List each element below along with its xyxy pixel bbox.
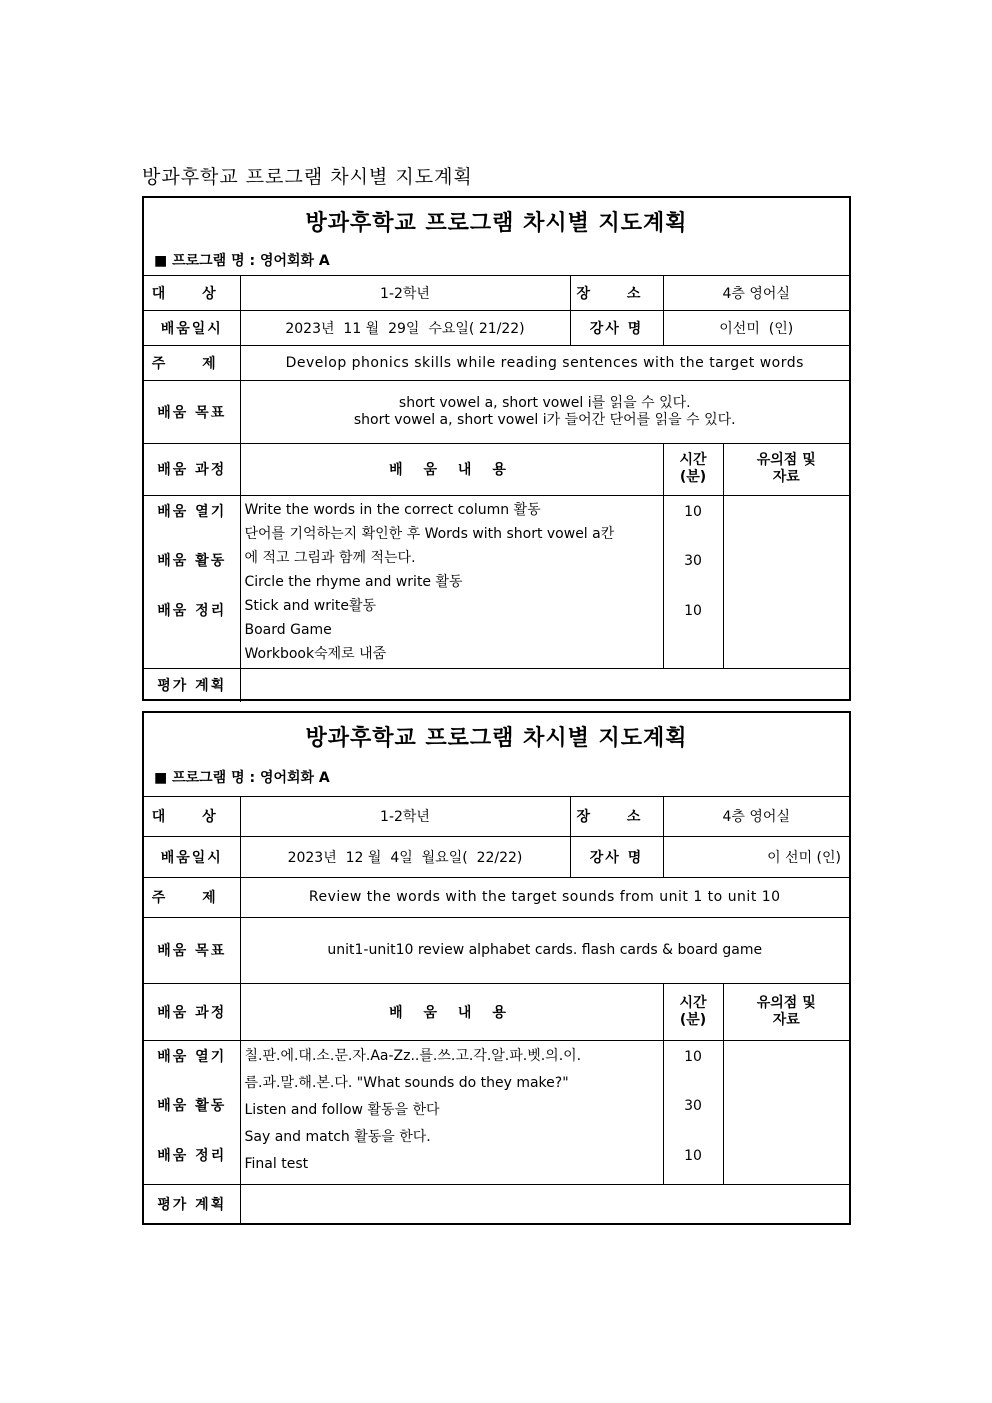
notes-cell xyxy=(723,495,849,668)
eval-value xyxy=(240,668,849,702)
teacher-value: 이선미 (인) xyxy=(663,310,849,345)
stage-list xyxy=(144,495,240,668)
stage-list xyxy=(144,1040,240,1184)
teacher-value: 이 선미 (인) xyxy=(663,836,849,877)
eval-value xyxy=(240,1184,849,1223)
target-value: 1-2학년 xyxy=(240,275,570,310)
stage-opening: 배움 열기 xyxy=(157,1048,227,1065)
goal-label: 배움 목표 xyxy=(144,380,240,443)
date-value: 2023년 11 월 29일 수요일( 21/22) xyxy=(240,310,570,345)
goal-value xyxy=(240,380,849,443)
content-line: 에 적고 그림과 함께 적는다. xyxy=(244,549,416,566)
content-line: Write the words in the correct column 활동 xyxy=(244,501,541,518)
time-opening: 10 xyxy=(684,1048,702,1065)
content-line: Circle the rhyme and write 활동 xyxy=(244,573,463,590)
topic-label: 주 제 xyxy=(144,877,240,917)
eval-label: 평가 계획 xyxy=(144,668,240,702)
content-line: Say and match 활동을 한다. xyxy=(244,1128,431,1145)
process-label: 배움 과정 xyxy=(144,983,240,1040)
stage-closing: 배움 정리 xyxy=(157,602,227,619)
lesson-plan-1 xyxy=(142,196,851,701)
content-label: 배 움 내 용 xyxy=(240,983,663,1040)
stage-opening: 배움 열기 xyxy=(157,503,227,520)
note-label: 유의점 및 자료 xyxy=(723,443,849,495)
goal-line: unit1-unit10 review alphabet cards. flash cards & board game xyxy=(327,941,763,958)
topic-value: Review the words with the target sounds from unit 1 to unit 10 xyxy=(240,877,849,917)
time-opening: 10 xyxy=(684,503,702,520)
stage-activity: 배움 활동 xyxy=(157,1097,227,1114)
stage-closing: 배움 정리 xyxy=(157,1147,227,1164)
time-activity: 30 xyxy=(684,1097,702,1114)
content-line: 칠.판.에.대.소.문.자.Aa-Zz..를.쓰.고.각.알.파.벳.의.이. xyxy=(244,1047,582,1064)
target-value: 1-2학년 xyxy=(240,796,570,836)
plan-title: 방과후학교 프로그램 차시별 지도계획 xyxy=(305,210,688,236)
target-label: 대 상 xyxy=(144,796,240,836)
plan-title: 방과후학교 프로그램 차시별 지도계획 xyxy=(305,725,688,751)
teacher-label: 강사 명 xyxy=(570,836,663,877)
content-line: Workbook숙제로 내줌 xyxy=(244,645,387,662)
document-title: 방과후학교 프로그램 차시별 지도계획 xyxy=(142,166,473,188)
topic-value: Develop phonics skills while reading sentences with the target words xyxy=(240,345,849,380)
date-value: 2023년 12 월 4일 월요일( 22/22) xyxy=(240,836,570,877)
date-label: 배움일시 xyxy=(144,836,240,877)
goal-line: short vowel a, short vowel i가 들어간 단어를 읽을 수 있다. xyxy=(353,411,736,428)
notes-cell xyxy=(723,1040,849,1184)
content-label: 배 움 내 용 xyxy=(240,443,663,495)
place-label: 장 소 xyxy=(570,796,663,836)
topic-label: 주 제 xyxy=(144,345,240,380)
time-label: 시간 (분) xyxy=(663,983,723,1040)
place-value: 4층 영어실 xyxy=(663,796,849,836)
program-name: ■ 프로그램 명 : 영어회화 A xyxy=(154,253,330,269)
stage-activity: 배움 활동 xyxy=(157,552,227,569)
time-closing: 10 xyxy=(684,1147,702,1164)
plan-header xyxy=(144,198,849,275)
time-list xyxy=(663,495,723,668)
time-activity: 30 xyxy=(684,552,702,569)
time-label: 시간 (분) xyxy=(663,443,723,495)
note-label: 유의점 및 자료 xyxy=(723,983,849,1040)
target-label: 대 상 xyxy=(144,275,240,310)
content-line: Stick and write활동 xyxy=(244,597,377,614)
content-line: 단어를 기억하는지 확인한 후 Words with short vowel a칸 xyxy=(244,525,615,542)
plan-header xyxy=(144,713,849,796)
goal-label: 배움 목표 xyxy=(144,917,240,983)
content-line: 름.과.말.해.본.다. "What sounds do they make?" xyxy=(244,1074,569,1091)
lesson-content xyxy=(240,495,663,668)
process-label: 배움 과정 xyxy=(144,443,240,495)
time-closing: 10 xyxy=(684,602,702,619)
lesson-plan-2 xyxy=(142,711,851,1225)
goal-line: short vowel a, short vowel i를 읽을 수 있다. xyxy=(398,394,691,411)
eval-label: 평가 계획 xyxy=(144,1184,240,1223)
content-line: Final test xyxy=(244,1155,309,1172)
lesson-content xyxy=(240,1040,663,1184)
program-name: ■ 프로그램 명 : 영어회화 A xyxy=(154,770,330,786)
goal-value xyxy=(240,917,849,983)
teacher-label: 강사 명 xyxy=(570,310,663,345)
place-value: 4층 영어실 xyxy=(663,275,849,310)
time-list xyxy=(663,1040,723,1184)
place-label: 장 소 xyxy=(570,275,663,310)
content-line: Listen and follow 활동을 한다 xyxy=(244,1101,440,1118)
content-line: Board Game xyxy=(244,621,332,638)
date-label: 배움일시 xyxy=(144,310,240,345)
